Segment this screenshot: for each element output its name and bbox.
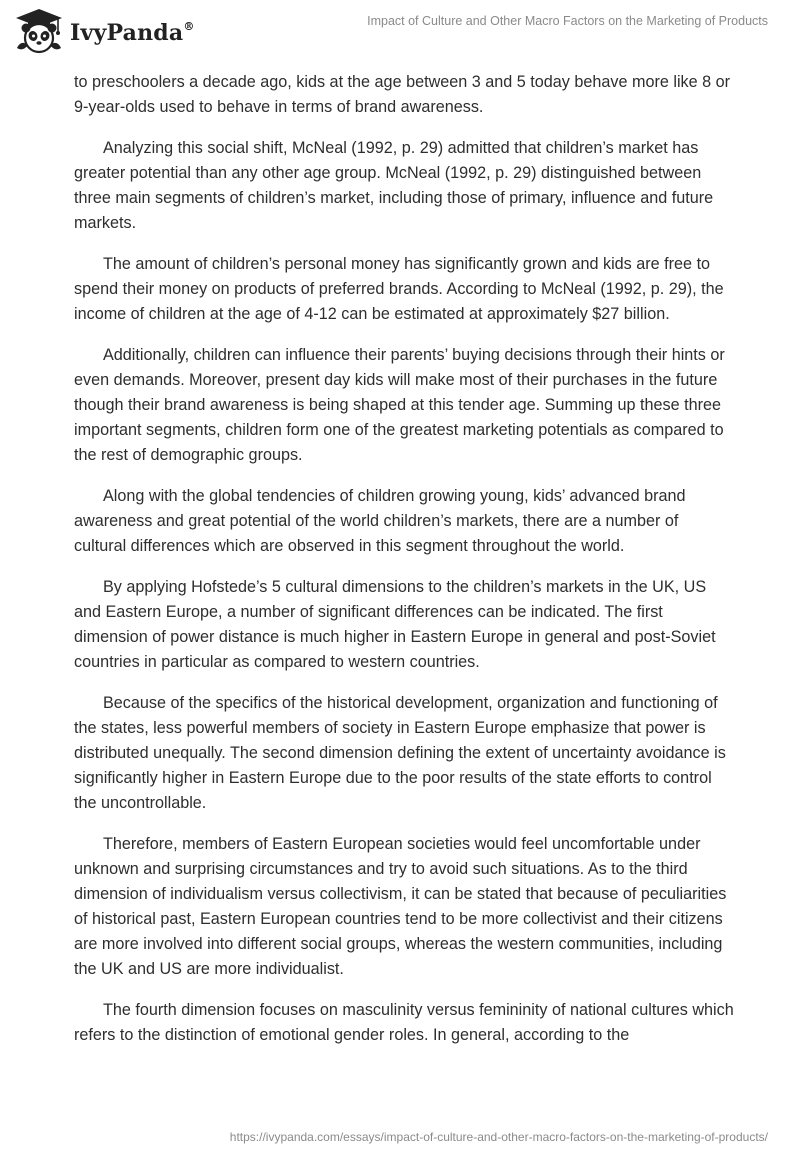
source-url-link[interactable]: https://ivypanda.com/essays/impact-of-culture-and-other-macro-factors-on-the-marketing-of-products/ [229, 1130, 768, 1144]
paragraph: Additionally, children can influence their parents’ buying decisions through their hints or even demands. Moreover, present day kids will make most of their purchases in the future though their brand awareness is being shaped at this tender age. Summing up these three important segments, children form one of the greatest marketing potentials as compared to the rest of demographic groups. [74, 346, 725, 464]
ivypanda-logo[interactable] [14, 8, 195, 54]
paragraph: The fourth dimension focuses on masculinity versus femininity of national cultures which refers to the distinction of emotional gender roles. In general, according to the [74, 1001, 734, 1044]
brand-name: IvyPanda® [70, 19, 195, 46]
paragraph: to preschoolers a decade ago, kids at the age between 3 and 5 today behave more like 8 or 9-year-olds used to behave in terms of brand awareness. [74, 73, 731, 116]
registered-mark: ® [183, 19, 195, 33]
page-header [0, 0, 800, 70]
paragraph: Along with the global tendencies of children growing young, kids’ advanced brand awareness and great potential of the world children’s markets, there are a number of cultural differences which are observed in this segment throughout the world. [74, 487, 686, 555]
paragraph: Analyzing this social shift, McNeal (1992, p. 29) admitted that children’s market has greater potential than any other age group. McNeal (1992, p. 29) distinguished between three main segments of children’s market, including those of primary, influence and future markets. [74, 139, 714, 232]
essay-body [74, 70, 734, 1064]
panda-graduate-icon [14, 8, 64, 54]
paragraph: Because of the specifics of the historical development, organization and functioning of the states, less powerful members of society in Eastern Europe emphasize that power is distributed unequally. The second dimension defining the extent of uncertainty avoidance is significantly higher in Eastern Europe due to the poor results of the state efforts to control the uncontrollable. [74, 694, 726, 812]
paragraph: By applying Hofstede’s 5 cultural dimensions to the children’s markets in the UK, US and Eastern Europe, a number of significant differences can be indicated. The first dimension of power distance is much higher in Eastern Europe in general and post-Soviet countries in particular as compared to western countries. [74, 578, 716, 671]
document-title: Impact of Culture and Other Macro Factors on the Marketing of Products [367, 14, 768, 28]
paragraph: The amount of children’s personal money has significantly grown and kids are free to spend their money on products of preferred brands. According to McNeal (1992, p. 29), the income of children at the age of 4-12 can be estimated at approximately $27 billion. [74, 255, 724, 323]
paragraph: Therefore, members of Eastern European societies would feel uncomfortable under unknown and surprising circumstances and try to avoid such situations. As to the third dimension of individualism versus collectivism, it can be stated that because of peculiarities of historical past, Eastern European countries tend to be more collectivist and their citizens are more involved into different social groups, whereas the western communities, including the UK and US are more individualist. [74, 835, 727, 978]
